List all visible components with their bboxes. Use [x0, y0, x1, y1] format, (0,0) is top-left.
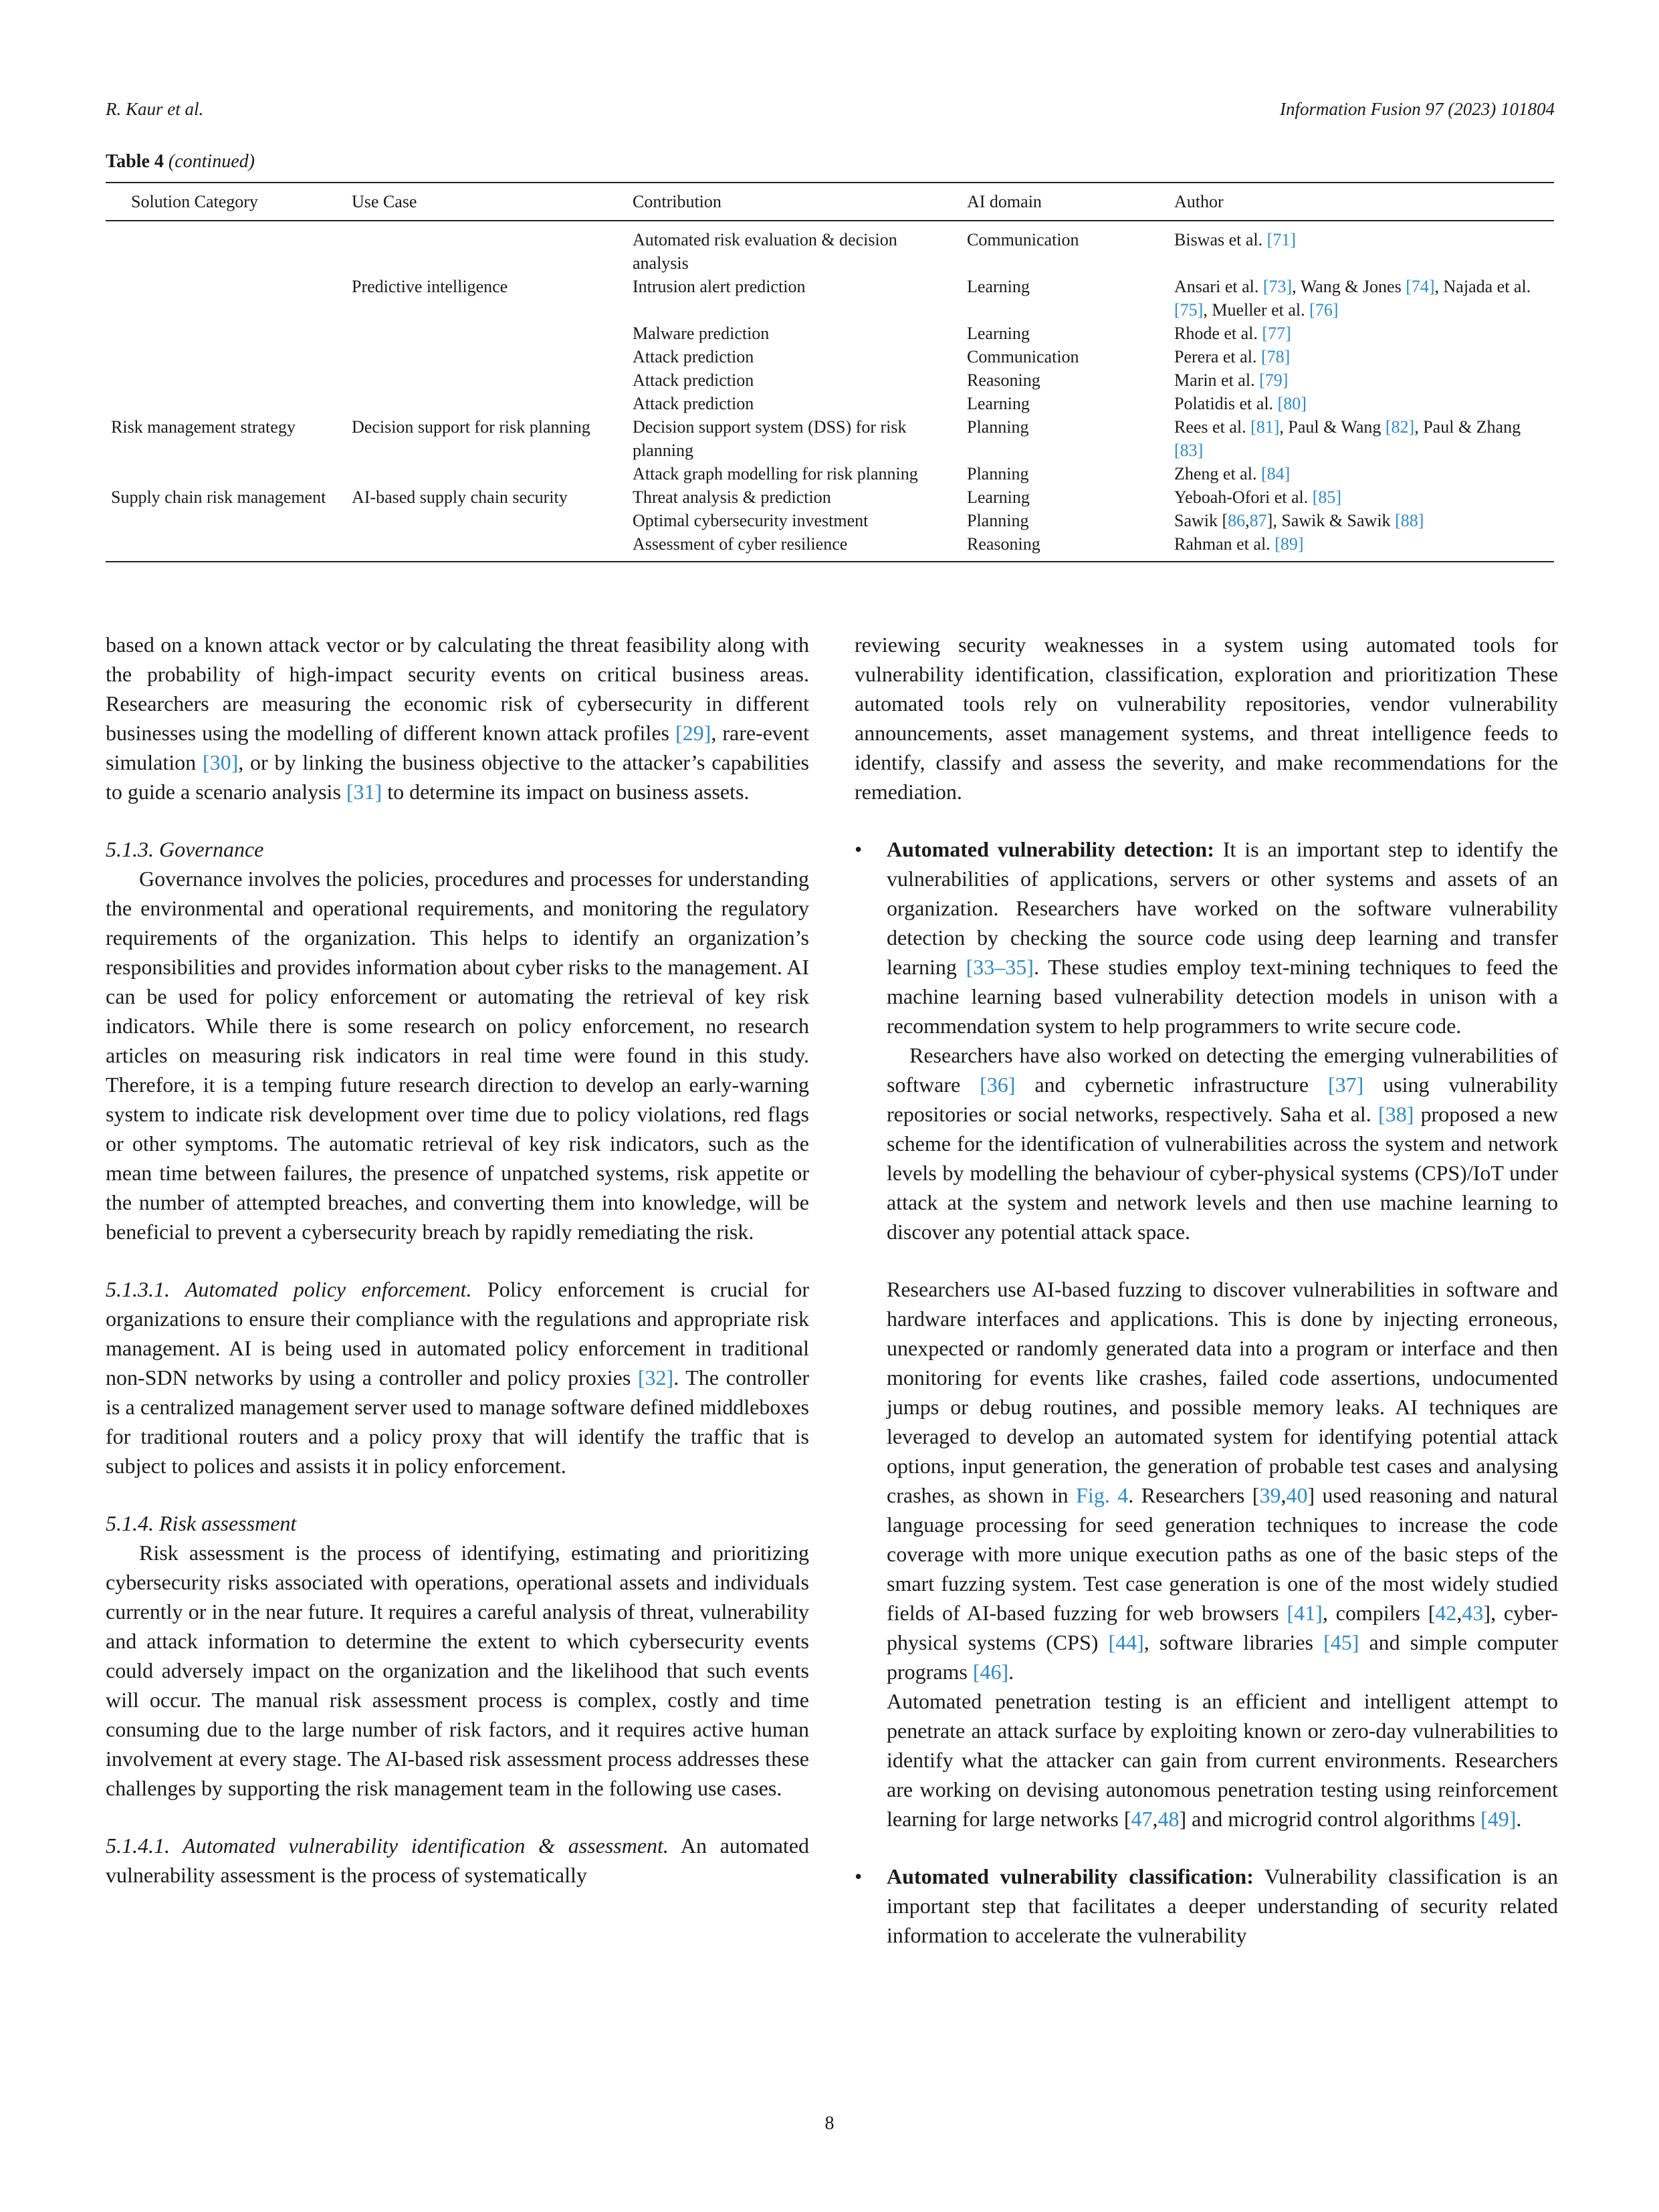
- citation-link[interactable]: [36]: [980, 1073, 1016, 1097]
- text-run: . The controller is a centralized management server used to manage software defined middleboxes for traditional routers and a policy proxy that will identify the traffic that is subject to polices and assists it in policy enforcement.: [106, 1365, 810, 1478]
- cell-solution-category: [106, 415, 337, 462]
- text-run: , software libraries: [1143, 1630, 1324, 1654]
- cell-contribution: [618, 275, 952, 322]
- citation-link[interactable]: [31]: [346, 780, 382, 804]
- text-run: Communication: [967, 230, 1079, 249]
- cell-ai-domain: [952, 509, 1159, 532]
- bullet-item: [855, 835, 1558, 1040]
- citation-link[interactable]: [81]: [1250, 417, 1280, 437]
- text-run: Reasoning: [967, 370, 1040, 390]
- text-run: Intrusion alert prediction: [633, 277, 806, 296]
- text-run: Polatidis et al.: [1174, 394, 1278, 413]
- citation-link[interactable]: [71]: [1266, 230, 1296, 249]
- text-run: Decision support for risk planning: [352, 417, 590, 437]
- bullet-item: [855, 1862, 1558, 1950]
- text-run: ,: [1152, 1807, 1158, 1831]
- citation-link[interactable]: [80]: [1277, 394, 1307, 413]
- text-run: ,: [1245, 511, 1250, 530]
- text-run: Attack prediction: [633, 347, 754, 366]
- text-run: Rees et al.: [1174, 417, 1251, 437]
- text-run: Supply chain risk management: [111, 487, 326, 507]
- col-header-author: Author: [1159, 183, 1554, 221]
- citation-link[interactable]: 47: [1131, 1807, 1153, 1831]
- citation-link[interactable]: [45]: [1323, 1630, 1359, 1654]
- text-run: based on a known attack vector or by calculating the threat feasibility along with the probability of high-impact security events on critical business areas. Researchers are measuring the economic risk of cybersecurity in different businesses using the modelling of different known attack profiles: [106, 633, 809, 745]
- citation-link[interactable]: [41]: [1287, 1601, 1323, 1625]
- text-run: Reasoning: [967, 534, 1040, 554]
- text-run: Attack prediction: [633, 370, 754, 390]
- citation-link[interactable]: [84]: [1260, 464, 1291, 483]
- paragraph: [855, 1686, 1558, 1834]
- table-row: [106, 485, 1554, 509]
- left-text-column: [106, 630, 809, 1890]
- cell-ai-domain: [952, 415, 1159, 462]
- table-caption-note: (continued): [163, 151, 255, 172]
- cell-contribution: [618, 368, 952, 392]
- bullet-dot-icon: •: [855, 1864, 863, 1888]
- cell-solution-category: [106, 509, 337, 532]
- cell-author: [1159, 345, 1554, 368]
- citation-link[interactable]: [89]: [1275, 534, 1304, 554]
- table-row: [106, 392, 1554, 415]
- cell-solution-category: [106, 532, 337, 562]
- citation-link[interactable]: [76]: [1309, 300, 1339, 320]
- citation-link[interactable]: [77]: [1262, 324, 1291, 343]
- citation-link[interactable]: [37]: [1327, 1073, 1364, 1097]
- col-header-ai-domain: AI domain: [952, 183, 1159, 221]
- paragraph: [855, 1040, 1558, 1246]
- cell-ai-domain: [952, 532, 1159, 562]
- text-run: Ansari et al.: [1174, 277, 1263, 296]
- cell-ai-domain: [952, 392, 1159, 415]
- cell-ai-domain: [952, 345, 1159, 368]
- cell-use-case: [337, 275, 618, 322]
- text-run: Learning: [967, 487, 1030, 507]
- table-4: [106, 182, 1554, 562]
- cell-author: [1159, 368, 1554, 392]
- text-run: Risk assessment is the process of identifying, estimating and prioritizing cybersecurity risks associated with operations, operational assets and individuals currently or in the near future. It requires a careful analysis of threat, vulnerability and attack information to determine the extent to which cybersecurity events could adversely impact on the organization and the likelihood that such events will occur. The manual risk assessment process is complex, costly and time consuming due to the large number of risk factors, and it requires active human involvement at every stage. The AI-based risk assessment process addresses these challenges by supporting the risk management team in the following use cases.: [106, 1541, 809, 1800]
- table-caption: [106, 151, 255, 173]
- citation-link[interactable]: [82]: [1385, 417, 1415, 437]
- text-run: Attack prediction: [633, 394, 754, 413]
- text-run: to determine its impact on business assets.: [382, 780, 750, 804]
- cell-solution-category: [106, 485, 337, 509]
- text-run: using vulnerability repositories or social networks, respectively. Saha et al.: [887, 1073, 1559, 1126]
- citation-link[interactable]: [33–35]: [966, 955, 1034, 979]
- table-row: [106, 532, 1554, 562]
- text-run: Malware prediction: [633, 324, 770, 343]
- paragraph: [106, 1538, 809, 1803]
- table-row: [106, 345, 1554, 368]
- text-run: , Paul & Wang: [1279, 417, 1386, 437]
- text-run: and cybernetic infrastructure: [1015, 1073, 1328, 1097]
- table-row: [106, 322, 1554, 345]
- text-run: Sawik [: [1174, 511, 1228, 530]
- cell-use-case: [337, 368, 618, 392]
- page-number: 8: [824, 2113, 835, 2134]
- paragraph: [855, 630, 1558, 806]
- text-run: Rahman et al.: [1174, 534, 1275, 554]
- paragraph: [855, 1275, 1558, 1686]
- citation-link[interactable]: [30]: [202, 750, 239, 774]
- text-run: 5.1.4. Risk assessment: [106, 1511, 297, 1535]
- col-header-use-case: Use Case: [337, 183, 618, 221]
- table-caption-label: Table 4: [106, 151, 164, 172]
- cell-author: [1159, 275, 1554, 322]
- cell-author: [1159, 392, 1554, 415]
- text-run: Predictive intelligence: [352, 277, 508, 296]
- cell-use-case: [337, 485, 618, 509]
- paragraph-gap: [855, 1834, 1558, 1862]
- cell-author: [1159, 509, 1554, 532]
- table-body: [106, 221, 1554, 562]
- cell-author: [1159, 415, 1554, 462]
- paragraph: [106, 864, 809, 1246]
- citation-link[interactable]: [38]: [1378, 1102, 1414, 1126]
- text-run: Policy enforcement is crucial for organizations to ensure their compliance with the regulations and appropriate risk management. AI is being used in automated policy enforcement in traditional non-SDN networks by using a controller and policy proxies: [106, 1277, 810, 1390]
- text-run: Planning: [967, 417, 1029, 437]
- text-run: and simple computer programs: [887, 1630, 1559, 1684]
- citation-link[interactable]: 39: [1259, 1483, 1281, 1507]
- text-run: Vulnerability classification is an important step that facilitates a deeper understanding of security related information to accelerate the vulnerability: [887, 1864, 1559, 1947]
- citation-link[interactable]: 40: [1286, 1483, 1308, 1507]
- citation-link[interactable]: [49]: [1480, 1807, 1517, 1831]
- text-run: ] and microgrid control algorithms: [1179, 1807, 1481, 1831]
- text-run: Biswas et al.: [1174, 230, 1267, 249]
- text-run: Researchers have also worked on detecting the emerging vulnerabilities of software: [887, 1043, 1558, 1097]
- cell-solution-category: [106, 221, 337, 275]
- running-header-authors: R. Kaur et al.: [106, 99, 204, 119]
- cell-ai-domain: [952, 322, 1159, 345]
- citation-link[interactable]: [83]: [1174, 441, 1204, 460]
- cell-use-case: [337, 462, 618, 485]
- citation-link[interactable]: [88]: [1395, 511, 1424, 530]
- text-run: Marin et al.: [1174, 370, 1260, 390]
- cell-use-case: [337, 415, 618, 462]
- text-run: reviewing security weaknesses in a system using automated tools for vulnerability identification, classification, exploration and prioritization These automated tools rely on vulnerability repositories, vendor vulnerability announcements, asset management systems, and threat intelligence feeds to identify, classify and assess the severity, and make recommendations for the remediation.: [855, 633, 1558, 804]
- paragraph: [106, 630, 809, 806]
- text-run: Communication: [967, 347, 1079, 366]
- cell-use-case: [337, 509, 618, 532]
- text-run: .: [1008, 1660, 1014, 1684]
- cell-ai-domain: [952, 368, 1159, 392]
- text-run: Researchers use AI-based fuzzing to discover vulnerabilities in software and hardware interfaces and applications. This is done by injecting erroneous, unexpected or randomly generated data into a program or interface and then monitoring for events like crashes, failed code assertions, undocumented jumps or debug routines, and possible memory leaks. AI techniques are leveraged to develop an automated system for identifying potential attack options, input generation, the generation of probable test cases and analysing crashes, as shown in: [887, 1277, 1558, 1507]
- cell-use-case: [337, 392, 618, 415]
- text-run: Learning: [967, 394, 1030, 413]
- cell-contribution: [618, 485, 952, 509]
- text-run: ] used reasoning and natural language processing for seed generation techniques to increase the code coverage with more unique execution paths as one of the basic steps of the smart fuzzing system. Test case generation is one of the most widely studied fields of AI-based fuzzing for web browsers: [887, 1483, 1559, 1625]
- cell-solution-category: [106, 392, 337, 415]
- text-run: AI-based supply chain security: [352, 487, 568, 507]
- text-run: Threat analysis & prediction: [633, 487, 831, 507]
- text-run: Assessment of cyber resilience: [633, 534, 848, 554]
- text-run: Automated penetration testing is an efficient and intelligent attempt to penetrate an attack surface by exploiting known or zero-day vulnerabilities to identify what the attacker can gain from current environments. Researchers are working on devising autonomous penetration testing using reinforcement learning for large networks [: [887, 1689, 1558, 1831]
- text-run: Planning: [967, 511, 1029, 530]
- table-row: [106, 368, 1554, 392]
- citation-link[interactable]: 87: [1249, 511, 1267, 530]
- text-run: , Najada et al.: [1434, 277, 1531, 296]
- text-run: ,: [1281, 1483, 1287, 1507]
- table-header-row: [106, 183, 1554, 221]
- citation-link[interactable]: 48: [1157, 1807, 1180, 1831]
- text-run: ], Sawik & Sawik: [1266, 511, 1396, 530]
- citation-link[interactable]: [85]: [1312, 487, 1342, 507]
- citation-link[interactable]: [75]: [1174, 300, 1204, 320]
- citation-link[interactable]: Fig. 4: [1076, 1483, 1129, 1507]
- cell-author: [1159, 532, 1554, 562]
- run-in-heading: 5.1.4.1. Automated vulnerability identification & assessment.: [106, 1834, 669, 1858]
- text-run: Yeboah-Ofori et al.: [1174, 487, 1313, 507]
- section-heading: [106, 835, 809, 864]
- cell-solution-category: [106, 462, 337, 485]
- citation-link[interactable]: [32]: [637, 1365, 674, 1390]
- text-run: Learning: [967, 277, 1030, 296]
- table-row: [106, 462, 1554, 485]
- cell-use-case: [337, 532, 618, 562]
- cell-contribution: [618, 392, 952, 415]
- cell-contribution: [618, 509, 952, 532]
- citation-link[interactable]: [29]: [675, 721, 711, 745]
- text-run: Learning: [967, 324, 1030, 343]
- cell-author: [1159, 322, 1554, 345]
- cell-ai-domain: [952, 221, 1159, 275]
- paragraph: [106, 1275, 809, 1480]
- cell-use-case: [337, 221, 618, 275]
- text-run: , or by linking the business objective to the attacker’s capabilities to guide a scenario analysis: [106, 750, 809, 804]
- text-run: , compilers [: [1322, 1601, 1436, 1625]
- text-run: Planning: [967, 464, 1029, 483]
- section-heading: [106, 1509, 809, 1538]
- table-row: [106, 275, 1554, 322]
- table-row: [106, 415, 1554, 462]
- bullet-title: Automated vulnerability classification:: [887, 1864, 1254, 1888]
- text-run: Automated risk evaluation & decision analysis: [633, 230, 897, 273]
- cell-contribution: [618, 415, 952, 462]
- citation-link[interactable]: 42: [1435, 1601, 1457, 1625]
- text-run: Governance involves the policies, procedures and processes for understanding the environmental and operational requirements, and monitoring the regulatory requirements of the organization. This helps to identify an organization’s responsibilities and provides information about cyber risks to the management. AI can be used for policy enforcement or automating the retrieval of key risk indicators. While there is some research on policy enforcement, no research articles on measuring risk indicators in real time were found in this study. Therefore, it is a temping future research direction to develop an early-warning system to indicate risk development over time due to policy violations, red flags or other symptoms. The automatic retrieval of key risk indicators, such as the mean time between failures, the presence of unpatched systems, risk appetite or the number of attempted breaches, and converting them into knowledge, will be beneficial to prevent a cybersecurity breach by rapidly remediating the risk.: [106, 867, 809, 1244]
- text-run: , Wang & Jones: [1292, 277, 1406, 296]
- text-run: , rare-event simulation: [106, 721, 810, 774]
- cell-author: [1159, 462, 1554, 485]
- col-header-contribution: Contribution: [618, 183, 952, 221]
- citation-link[interactable]: [78]: [1260, 347, 1291, 366]
- text-run: Zheng et al.: [1174, 464, 1261, 483]
- text-run: Rhode et al.: [1174, 324, 1262, 343]
- text-run: Perera et al.: [1174, 347, 1261, 366]
- text-run: , Paul & Zhang: [1414, 417, 1521, 437]
- paragraph-gap: [855, 806, 1558, 835]
- cell-solution-category: [106, 368, 337, 392]
- text-run: Optimal cybersecurity investment: [633, 511, 869, 530]
- cell-contribution: [618, 322, 952, 345]
- text-run: An automated vulnerability assessment is the process of systematically: [106, 1834, 810, 1887]
- paragraph-gap: [855, 1246, 1558, 1275]
- cell-contribution: [618, 532, 952, 562]
- cell-solution-category: [106, 275, 337, 322]
- cell-solution-category: [106, 322, 337, 345]
- running-header-journal: Information Fusion 97 (2023) 101804: [1280, 99, 1555, 119]
- citation-link[interactable]: 86: [1228, 511, 1246, 530]
- text-run: ,: [1456, 1601, 1462, 1625]
- table-row: [106, 221, 1554, 275]
- cell-ai-domain: [952, 485, 1159, 509]
- table-row: [106, 509, 1554, 532]
- bullet-dot-icon: •: [855, 837, 863, 861]
- citation-link[interactable]: 43: [1462, 1601, 1484, 1625]
- cell-author: [1159, 221, 1554, 275]
- cell-ai-domain: [952, 275, 1159, 322]
- cell-use-case: [337, 322, 618, 345]
- text-run: 5.1.3. Governance: [106, 837, 264, 861]
- citation-link[interactable]: [79]: [1259, 370, 1289, 390]
- text-run: proposed a new scheme for the identification of vulnerabilities across the system and network levels by modelling the behaviour of cyber-physical systems (CPS)/IoT under attack at the system and network levels and then use machine learning to discover any potential attack space.: [887, 1102, 1559, 1244]
- cell-use-case: [337, 345, 618, 368]
- text-run: Risk management strategy: [111, 417, 296, 437]
- run-in-heading: 5.1.3.1. Automated policy enforcement.: [106, 1277, 472, 1301]
- cell-contribution: [618, 462, 952, 485]
- citation-link[interactable]: [46]: [972, 1660, 1009, 1684]
- text-run: It is an important step to identify the vulnerabilities of applications, servers or other systems and assets of an organization. Researchers have worked on the software vulnerability detection by checking the source code using deep learning and transfer learning: [887, 837, 1559, 979]
- citation-link[interactable]: [44]: [1108, 1630, 1144, 1654]
- cell-contribution: [618, 345, 952, 368]
- cell-contribution: [618, 221, 952, 275]
- text-run: . These studies employ text-mining techniques to feed the machine learning based vulnerability detection models in unison with a recommendation system to help programmers to write secure code.: [887, 955, 1559, 1038]
- text-run: . Researchers [: [1128, 1483, 1260, 1507]
- text-run: ], cyber-physical systems (CPS): [887, 1601, 1559, 1654]
- paragraph: [106, 1831, 809, 1890]
- col-header-solution-category: Solution Category: [106, 183, 337, 221]
- text-run: .: [1516, 1807, 1522, 1831]
- citation-link[interactable]: [74]: [1406, 277, 1435, 296]
- text-run: , Mueller et al.: [1203, 300, 1310, 320]
- cell-ai-domain: [952, 462, 1159, 485]
- bullet-title: Automated vulnerability detection:: [887, 837, 1214, 861]
- citation-link[interactable]: [73]: [1262, 277, 1293, 296]
- right-text-column: [855, 630, 1558, 1950]
- text-run: Decision support system (DSS) for risk planning: [633, 417, 907, 460]
- cell-solution-category: [106, 345, 337, 368]
- text-run: Attack graph modelling for risk planning: [633, 464, 918, 483]
- cell-author: [1159, 485, 1554, 509]
